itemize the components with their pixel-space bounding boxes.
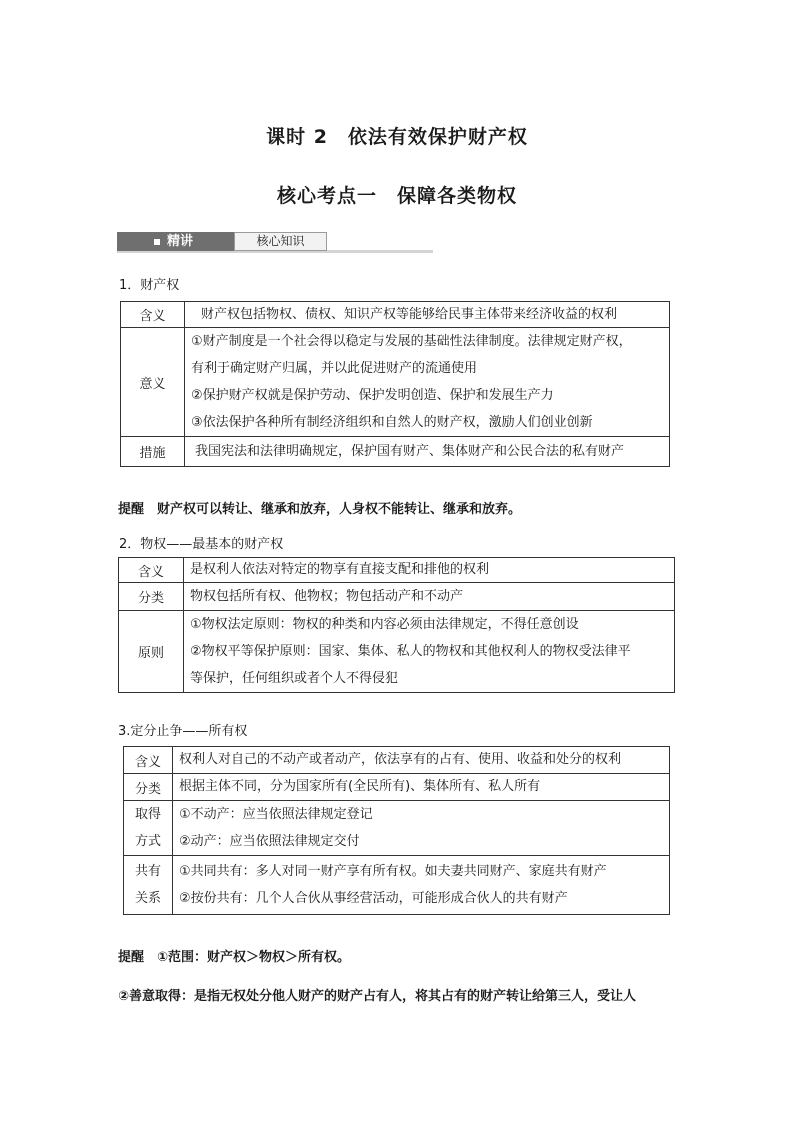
row-key [124,801,173,856]
section3-heading: 3.定分止争——所有权 [118,724,248,739]
row-line: ①不动产：应当依照法律规定登记 [179,807,373,822]
square-bullet-icon [154,239,160,245]
row-line: ③依法保护各种所有制经济组织和自然人的财产权，激励人们创业创新 [191,415,593,430]
table-row [124,856,670,915]
real-rights-table [118,557,675,693]
row-line: 有利于确定财产归属，并以此促进财产的流通使用 [191,361,478,376]
table-row [119,558,675,583]
row-line: ①物权法定原则：物权的种类和内容必须由法律规定，不得任意创设 [190,617,579,632]
table-row [119,611,675,693]
tip-note: 提醒 ①范围：财产权＞物权＞所有权。 [118,950,351,965]
row-value [173,801,670,856]
row-key-line: 共有 [134,864,161,879]
row-key: 分类 [124,774,173,801]
table-row [121,302,670,328]
section1-heading: 1．财产权 [119,278,180,293]
row-key: 含义 [124,747,173,774]
row-value [184,611,675,693]
row-line: 根据主体不同，分为国家所有(全民所有)、集体所有、私人所有 [179,779,541,794]
row-value [173,856,670,915]
row-line: ②保护财产权就是保护劳动、保护发明创造、保护和发展生产力 [191,388,554,403]
row-value [184,583,675,611]
property-rights-table [120,301,670,467]
row-value [185,302,670,328]
tip-note: 提醒 财产权可以转让、继承和放弃，人身权不能转让、继承和放弃。 [118,502,522,517]
row-line: 我国宪法和法律明确规定，保护国有财产、集体财产和公民合法的私有财产 [195,444,625,459]
row-key-line: 取得 [134,807,161,822]
row-key: 原则 [119,611,184,693]
row-key: 分类 [119,583,184,611]
row-line: 财产权包括物权、债权、知识产权等能够给民事主体带来经济收益的权利 [201,307,618,322]
row-line: ②动产：应当依照法律规定交付 [179,834,360,849]
banner-label: 核心知识 [234,232,327,251]
row-key: 意义 [121,328,185,437]
banner-tag [117,232,234,251]
row-line: 是权利人依法对特定的物享有直接支配和排他的权利 [190,562,490,577]
row-line: 物权包括所有权、他物权；物包括动产和不动产 [190,589,464,604]
row-line: ②按份共有：几个人合伙从事经营活动，可能形成合伙人的共有财产 [179,891,568,906]
row-line: ①财产制度是一个社会得以稳定与发展的基础性法律制度。法律规定财产权， [191,334,632,349]
row-key: 含义 [119,558,184,583]
row-value [173,747,670,774]
row-line: ①共同共有：多人对同一财产享有所有权。如夫妻共同财产、家庭共有财产 [179,864,607,879]
table-row [124,801,670,856]
row-key: 含义 [121,302,185,328]
row-line: ②物权平等保护原则：国家、集体、私人的物权和其他权利人的物权受法律平 [190,644,631,659]
table-row [121,437,670,467]
row-key-line: 关系 [134,891,161,906]
row-key [124,856,173,915]
row-line: 等保护，任何组织或者个人不得侵犯 [190,671,399,686]
row-key-line: 方式 [134,834,161,849]
table-row [119,583,675,611]
row-line: 权利人对自己的不动产或者动产，依法享有的占有、使用、收益和处分的权利 [179,752,622,767]
row-key: 措施 [121,437,185,467]
banner-tag-label: 精讲 [167,234,194,249]
row-value [184,558,675,583]
row-value [173,774,670,801]
point-title: 核心考点一 保障各类物权 [276,185,517,207]
section-banner [117,232,433,254]
table-row [121,328,670,437]
table-row [124,774,670,801]
section2-heading: 2．物权——最基本的财产权 [119,537,284,552]
lesson-title: 课时 2 依法有效保护财产权 [266,126,528,148]
table-row [124,747,670,774]
row-value [185,328,670,437]
tip-note-continued: ②善意取得：是指无权处分他人财产的财产占有人，将其占有的财产转让给第三人，受让人 [118,989,637,1004]
row-value [185,437,670,467]
ownership-table [123,746,670,915]
